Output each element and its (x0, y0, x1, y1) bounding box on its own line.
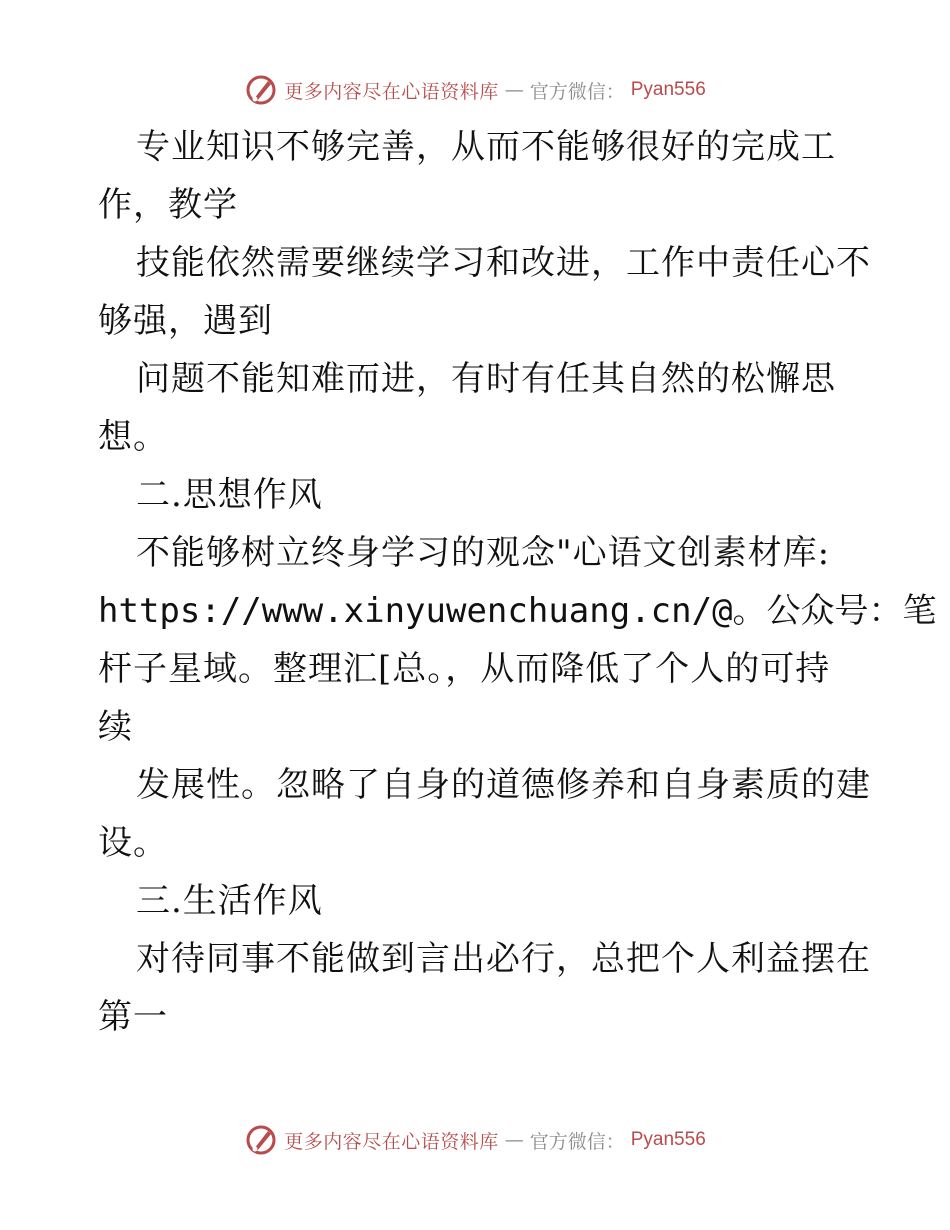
body-line: 专业知识不够完善，从而不能够很好的完成工 (136, 127, 836, 167)
body-line: 续 (98, 707, 133, 747)
body-line: 第一 (98, 997, 168, 1037)
banner-dash: — (504, 79, 524, 101)
body-line: 设。 (98, 823, 168, 863)
body-line: 对待同事不能做到言出必行，总把个人利益摆在 (136, 939, 871, 979)
body-line: 杆子星域。整理汇[总。，从而降低了个人的可持 (98, 649, 831, 689)
pen-nib-logo-icon (244, 73, 278, 107)
body-line: 问题不能知难而进，有时有任其自然的松懈思 (136, 359, 836, 399)
banner-dash: — (504, 1129, 524, 1151)
body-line: 够强，遇到 (98, 301, 273, 341)
body-line: 作，教学 (98, 185, 238, 225)
document-body (98, 118, 937, 1046)
body-line: 技能依然需要继续学习和改进，工作中责任心不 (136, 243, 871, 283)
banner-account-label: 官方微信： (529, 1130, 625, 1153)
banner-promo-text: 更多内容尽在心语资料库 (284, 80, 499, 103)
body-line-url: https://www.xinyuwenchuang.cn/@。公众号：笔 (98, 591, 937, 631)
header-banner (0, 70, 950, 110)
body-line: 发展性。忽略了自身的道德修养和自身素质的建 (136, 765, 871, 805)
section-heading: 二.思想作风 (136, 475, 323, 515)
banner-handle: Pyan556 (630, 79, 706, 100)
banner-handle: Pyan556 (630, 1129, 706, 1150)
banner-promo-text: 更多内容尽在心语资料库 (284, 1130, 499, 1153)
section-heading: 三.生活作风 (136, 881, 323, 921)
body-line: 想。 (98, 417, 168, 457)
pen-nib-logo-icon (244, 1123, 278, 1157)
footer-banner (0, 1120, 950, 1160)
banner-account-label: 官方微信： (529, 80, 625, 103)
body-line: 不能够树立终身学习的观念"心语文创素材库: (136, 533, 831, 573)
